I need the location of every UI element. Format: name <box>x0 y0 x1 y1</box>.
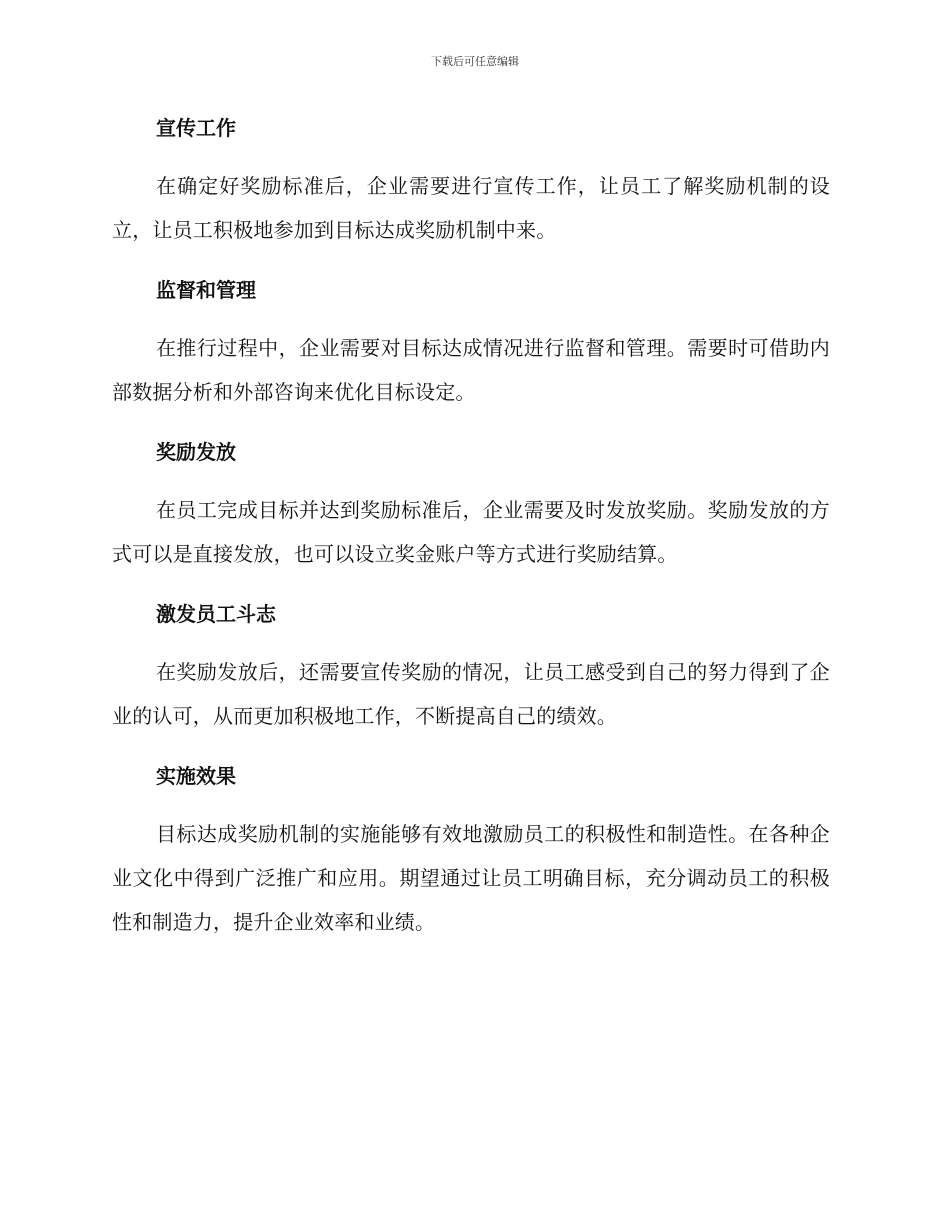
section-heading-reward-distribution: 奖励发放 <box>156 440 236 464</box>
section-paragraph-effect: 目标达成奖励机制的实施能够有效地激励员工的积极性和制造性。在各种企业文化中得到广泛推广和应用。期望通过让员工明确目标，充分调动员工的积极性和制造力，提升企业效率和业绩。 <box>112 822 830 934</box>
section-heading-publicity: 宣传工作 <box>156 116 236 140</box>
section-paragraph-reward-distribution: 在员工完成目标并达到奖励标准后，企业需要及时发放奖励。奖励发放的方式可以是直接发放，也可以设立奖金账户等方式进行奖励结算。 <box>112 498 830 566</box>
section-paragraph-publicity: 在确定好奖励标准后，企业需要进行宣传工作，让员工了解奖励机制的设立，让员工积极地参加到目标达成奖励机制中来。 <box>112 174 830 242</box>
section-heading-effect: 实施效果 <box>156 764 236 788</box>
section-heading-motivation: 激发员工斗志 <box>156 602 276 626</box>
page-header-note: 下载后可任意编辑 <box>431 55 519 68</box>
section-heading-supervision: 监督和管理 <box>156 278 256 302</box>
section-paragraph-supervision: 在推行过程中，企业需要对目标达成情况进行监督和管理。需要时可借助内部数据分析和外部咨询来优化目标设定。 <box>112 336 830 404</box>
document-body <box>112 108 830 962</box>
section-paragraph-motivation: 在奖励发放后，还需要宣传奖励的情况，让员工感受到自己的努力得到了企业的认可，从而更加积极地工作，不断提高自己的绩效。 <box>112 660 830 728</box>
